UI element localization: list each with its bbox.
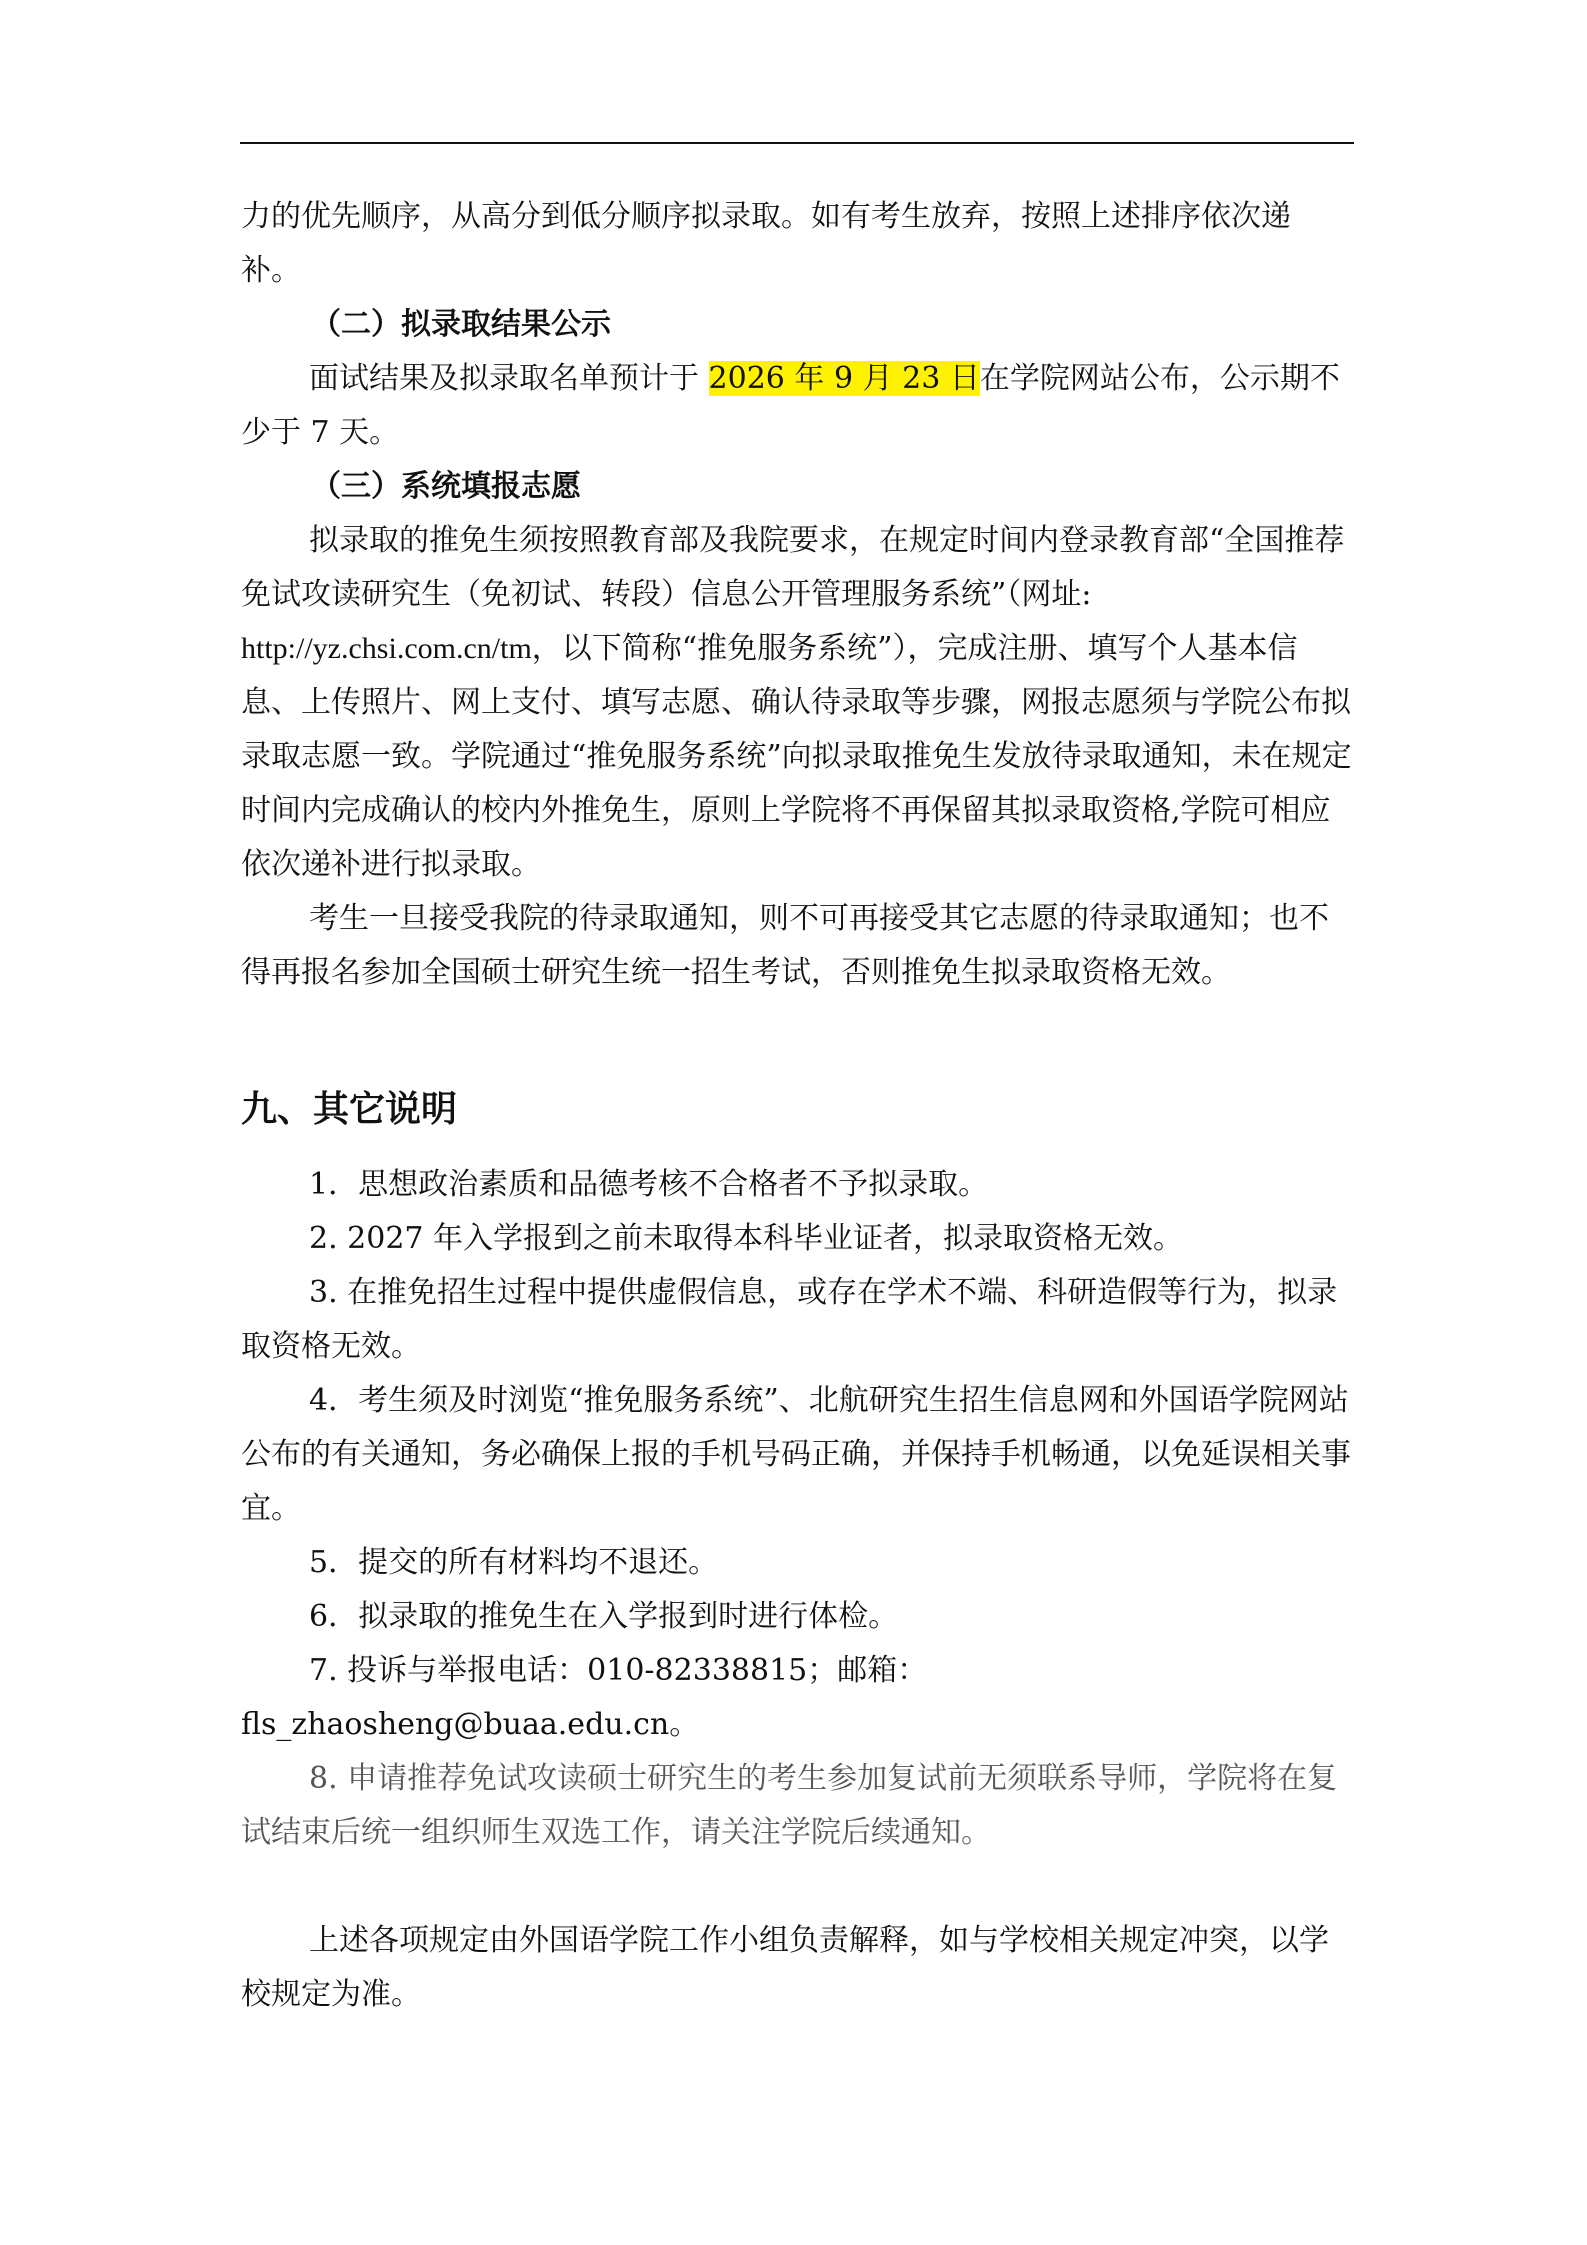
system-url-link[interactable]: http://yz.chsi.com.cn/tm (241, 632, 532, 665)
closing-statement: 上述各项规定由外国语学院工作小组负责解释，如与学校相关规定冲突，以学校规定为准。 (241, 1923, 1329, 2012)
continuation-line-1: 力的优先顺序，从高分到低分顺序拟录取。如有考生放弃，按照上述排序依次递 (241, 199, 1291, 234)
subheading-publicity: （二）拟录取结果公示 (311, 307, 611, 342)
list-item-6: 6．拟录取的推免生在入学报到时进行体检。 (309, 1599, 899, 1634)
continuation-line-2: 补。 (241, 253, 301, 288)
list-item-3: 3. 在推免招生过程中提供虚假信息，或存在学术不端、科研造假等行为，拟录取资格无效。 (241, 1275, 1338, 1364)
subheading-system-application: （三）系统填报志愿 (311, 469, 581, 504)
header-rule (240, 142, 1354, 144)
list-item-5: 5．提交的所有材料均不退还。 (309, 1545, 719, 1580)
paragraph-system-application (241, 514, 1357, 892)
highlighted-date: 2026 年 9 月 23 日 (708, 361, 980, 396)
paragraph-acceptance-rule: 考生一旦接受我院的待录取通知，则不可再接受其它志愿的待录取通知；也不得再报名参加全国硕士研究生统一招生考试，否则推免生拟录取资格无效。 (241, 901, 1329, 990)
section-heading-other-notes: 九、其它说明 (241, 1088, 458, 1130)
system-text-a: 拟录取的推免生须按照教育部及我院要求，在规定时间内登录教育部“全国推荐免试攻读研究生（免初试、转段）信息公开管理服务系统”（网址: (241, 523, 1345, 612)
list-item-2: 2. 2027 年入学报到之前未取得本科毕业证者，拟录取资格无效。 (309, 1221, 1184, 1256)
list-item-1: 1．思想政治素质和品德考核不合格者不予拟录取。 (309, 1167, 989, 1202)
publicity-text-after: 在学院网站公布，公示期不少于 7 天。 (241, 361, 1340, 450)
publicity-text-before: 面试结果及拟录取名单预计于 (309, 361, 709, 396)
list-item-8: 8. 申请推荐免试攻读硕士研究生的考生参加复试前无须联系导师，学院将在复试结束后统一组织师生双选工作，请关注学院后续通知。 (241, 1761, 1338, 1850)
document-body (241, 190, 1357, 2022)
spacer (241, 1860, 1357, 1914)
paragraph-publicity (241, 352, 1357, 460)
system-text-b: ，以下简称“推免服务系统”），完成注册、填写个人基本信息、上传照片、网上支付、填写志愿、确认待录取等步骤，网报志愿须与学院公布拟录取志愿一致。学院通过“推免服务系统”向拟录取推免生发放待录取通知，未在规定时间内完成确认的校内外推免生，原则上学院将不再保留其拟录取资格,学院可相应依次递补进行拟录取。 (241, 631, 1352, 882)
list-item-4: 4．考生须及时浏览“推免服务系统”、北航研究生招生信息网和外国语学院网站公布的有关通知，务必确保上报的手机号码正确，并保持手机畅通，以免延误相关事宜。 (241, 1383, 1351, 1526)
list-item-7: 7. 投诉与举报电话：010-82338815；邮箱：fls_zhaosheng@buaa.edu.cn。 (241, 1653, 928, 1742)
